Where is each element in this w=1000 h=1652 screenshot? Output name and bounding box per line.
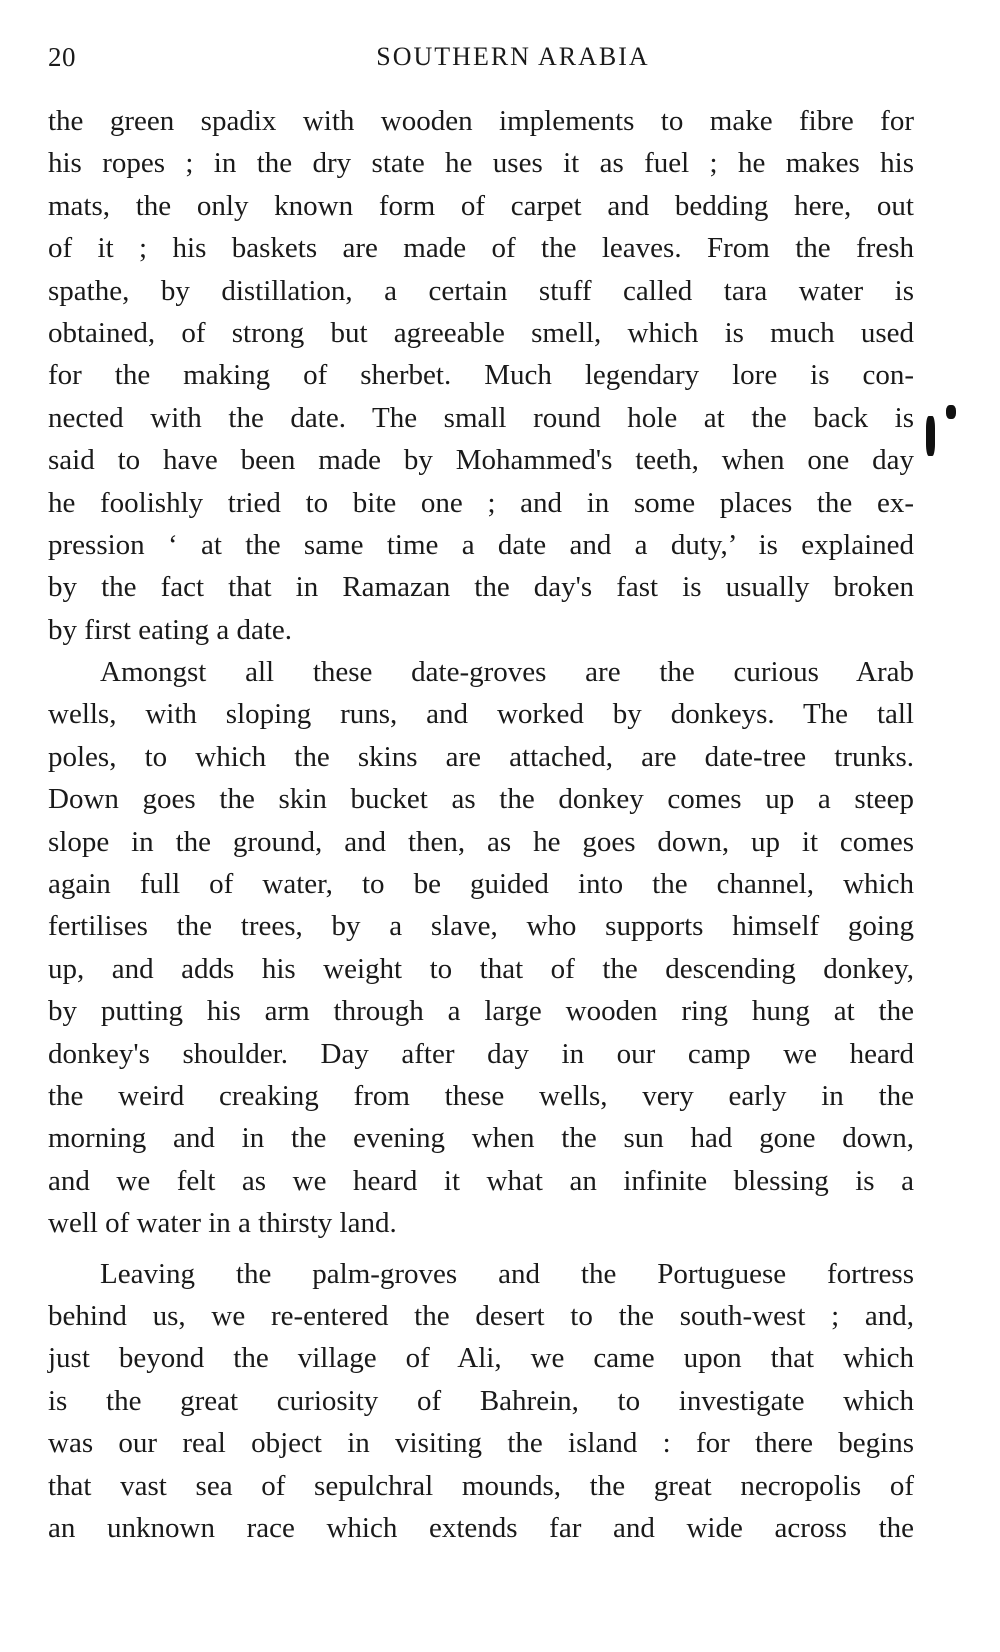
text-line: donkey's shoulder. Day after day in our camp we heard bbox=[48, 1037, 914, 1070]
text-line: Amongst all these date-groves are the curious Arab bbox=[100, 656, 914, 689]
page-number: 20 bbox=[48, 42, 76, 72]
text-line: Down goes the skin bucket as the donkey comes up a steep bbox=[48, 783, 914, 816]
text-line: by the fact that in Ramazan the day's fast is usually broken bbox=[48, 571, 914, 604]
text-line: the green spadix with wooden implements to make fibre for bbox=[48, 105, 914, 137]
text-line: was our real object in visiting the island : for there begins bbox=[48, 1427, 914, 1460]
text-line: his ropes ; in the dry state he uses it as fuel ; he makes his bbox=[48, 147, 914, 180]
text-line: well of water in a thirsty land. bbox=[48, 1207, 397, 1240]
text-line: for the making of sherbet. Much legendary lore is con- bbox=[48, 359, 914, 392]
text-line: an unknown race which extends far and wide across the bbox=[48, 1511, 914, 1544]
running-head: SOUTHERN ARABIA bbox=[376, 42, 650, 71]
text-line: mats, the only known form of carpet and bedding here, out bbox=[48, 189, 914, 222]
body-text bbox=[48, 100, 914, 1549]
text-line: the weird creaking from these wells, very early in the bbox=[48, 1079, 914, 1112]
text-line: fertilises the trees, by a slave, who supports himself going bbox=[48, 910, 914, 943]
ink-blot-mark bbox=[946, 405, 956, 419]
text-line: said to have been made by Mohammed's teeth, when one day bbox=[48, 444, 914, 477]
text-line: slope in the ground, and then, as he goes down, up it comes bbox=[48, 825, 914, 858]
page-header bbox=[48, 42, 938, 82]
text-line: and we felt as we heard it what an infinite blessing is a bbox=[48, 1164, 914, 1197]
text-line: is the great curiosity of Bahrein, to investigate which bbox=[48, 1384, 914, 1417]
text-line: Leaving the palm-groves and the Portuguese fortress bbox=[100, 1257, 914, 1290]
text-line: wells, with sloping runs, and worked by donkeys. The tall bbox=[48, 698, 914, 731]
text-line: that vast sea of sepulchral mounds, the great necropolis of bbox=[48, 1469, 914, 1502]
text-line: of it ; his baskets are made of the leaves. From the fresh bbox=[48, 232, 914, 265]
text-line: again full of water, to be guided into the channel, which bbox=[48, 868, 914, 901]
text-line: by first eating a date. bbox=[48, 613, 292, 646]
text-line: spathe, by distillation, a certain stuff called tara water is bbox=[48, 274, 914, 307]
text-line: morning and in the evening when the sun had gone down, bbox=[48, 1122, 914, 1155]
text-line: just beyond the village of Ali, we came upon that which bbox=[48, 1342, 914, 1375]
text-line: poles, to which the skins are attached, are date-tree trunks. bbox=[48, 740, 914, 773]
text-line: behind us, we re-entered the desert to the south-west ; and, bbox=[48, 1299, 914, 1332]
text-line: he foolishly tried to bite one ; and in some places the ex- bbox=[48, 486, 914, 519]
paragraph-1 bbox=[48, 100, 914, 651]
text-line: nected with the date. The small round hole at the back is bbox=[48, 401, 914, 434]
text-line: up, and adds his weight to that of the descending donkey, bbox=[48, 952, 914, 985]
text-line: obtained, of strong but agreeable smell, which is much used bbox=[48, 316, 914, 349]
text-line: pression ‘ at the same time a date and a duty,’ is explained bbox=[48, 528, 914, 561]
paragraph-3 bbox=[48, 1253, 914, 1550]
text-line: by putting his arm through a large wooden ring hung at the bbox=[48, 995, 914, 1028]
paragraph-2 bbox=[48, 651, 914, 1244]
ink-smudge-mark bbox=[926, 416, 935, 456]
